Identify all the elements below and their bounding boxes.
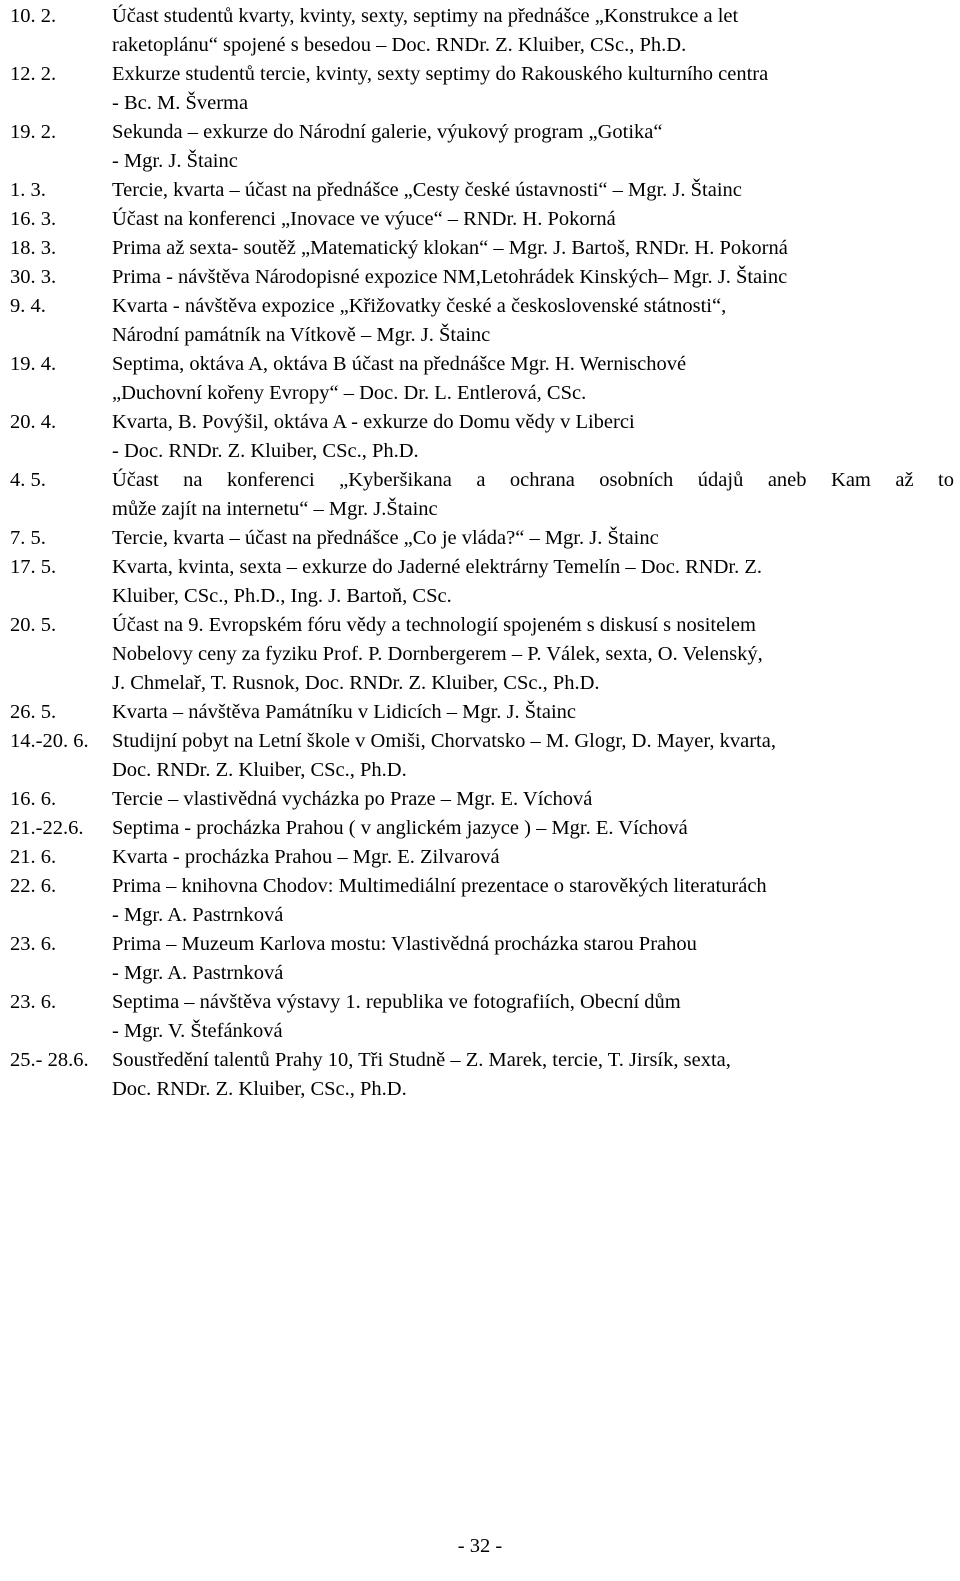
- event-entry: [10, 118, 954, 176]
- event-entry: [10, 872, 954, 930]
- event-date: 1. 3.: [10, 179, 46, 201]
- event-description-line: Tercie, kvarta – účast na přednášce „Cesty české ústavnosti“ – Mgr. J. Štainc: [112, 179, 742, 201]
- event-description-line: - Doc. RNDr. Z. Kluiber, CSc., Ph.D.: [112, 440, 419, 462]
- event-description-line: Doc. RNDr. Z. Kluiber, CSc., Ph.D.: [112, 1078, 407, 1100]
- event-entry: [10, 263, 954, 292]
- event-entry: [10, 2, 954, 60]
- event-date: 17. 5.: [10, 556, 57, 578]
- event-description: [112, 118, 954, 176]
- event-date: 4. 5.: [10, 469, 46, 491]
- event-date: 16. 3.: [10, 208, 57, 230]
- event-description-line: Prima – knihovna Chodov: Multimediální prezentace o starověkých literaturách: [112, 875, 767, 897]
- event-description: [112, 263, 954, 292]
- event-entry: [10, 785, 954, 814]
- event-description-line: Tercie – vlastivědná vycházka po Praze – Mgr. E. Víchová: [112, 788, 593, 810]
- event-date: 12. 2.: [10, 63, 57, 85]
- event-description: [112, 611, 954, 698]
- event-description: [112, 292, 954, 350]
- event-description: [112, 553, 954, 611]
- event-description-line: Kvarta - procházka Prahou – Mgr. E. Zilvarová: [112, 846, 500, 868]
- event-description-line: - Mgr. J. Štainc: [112, 150, 238, 172]
- event-description-line: Kvarta – návštěva Památníku v Lidicích – Mgr. J. Štainc: [112, 701, 577, 723]
- event-description-line: Septima - procházka Prahou ( v anglickém jazyce ) – Mgr. E. Víchová: [112, 817, 688, 839]
- event-date: 18. 3.: [10, 237, 57, 259]
- event-description: [112, 727, 954, 785]
- event-description: [112, 176, 954, 205]
- event-entry: [10, 988, 954, 1046]
- event-description-line: Kvarta, B. Povýšil, oktáva A - exkurze do Domu vědy v Liberci: [112, 411, 635, 433]
- event-description-line: Septima, oktáva A, oktáva B účast na přednášce Mgr. H. Wernischové: [112, 353, 687, 375]
- event-date: 19. 2.: [10, 121, 57, 143]
- event-description-line: Účast na konferenci „Inovace ve výuce“ – RNDr. H. Pokorná: [112, 208, 616, 230]
- event-description: [112, 930, 954, 988]
- event-description: [112, 2, 954, 60]
- event-description-line: Kluiber, CSc., Ph.D., Ing. J. Bartoň, CSc.: [112, 585, 452, 607]
- event-description-line: Tercie, kvarta – účast na přednášce „Co je vláda?“ – Mgr. J. Štainc: [112, 527, 659, 549]
- event-description-line: Kvarta - návštěva expozice „Křižovatky české a československé státnosti“,: [112, 295, 727, 317]
- event-date: 21.-22.6.: [10, 817, 84, 839]
- event-description: [112, 408, 954, 466]
- event-description: [112, 785, 954, 814]
- page-number: - 32 -: [457, 1535, 503, 1557]
- event-description: [112, 466, 954, 524]
- event-entry: [10, 814, 954, 843]
- event-date: 26. 5.: [10, 701, 57, 723]
- event-date: 7. 5.: [10, 527, 46, 549]
- event-description: [112, 843, 954, 872]
- event-entry: [10, 843, 954, 872]
- event-entry: [10, 350, 954, 408]
- event-date: 23. 6.: [10, 933, 57, 955]
- event-description: [112, 1046, 954, 1104]
- event-description: [112, 350, 954, 408]
- event-description: [112, 698, 954, 727]
- event-description-line: Prima – Muzeum Karlova mostu: Vlastivědná procházka starou Prahou: [112, 933, 697, 955]
- event-date: 23. 6.: [10, 991, 57, 1013]
- event-description-line: Sekunda – exkurze do Národní galerie, výukový program „Gotika“: [112, 121, 663, 143]
- event-entry: [10, 292, 954, 350]
- event-entry: [10, 524, 954, 553]
- event-description-line: Účast studentů kvarty, kvinty, sexty, septimy na přednášce „Konstrukce a let: [112, 5, 739, 27]
- event-description-line: Prima - návštěva Národopisné expozice NM,Letohrádek Kinských– Mgr. J. Štainc: [112, 266, 788, 288]
- event-description-line: Účast na 9. Evropském fóru vědy a technologií spojeném s diskusí s nositelem: [112, 614, 756, 636]
- event-description: [112, 234, 954, 263]
- event-entry: [10, 930, 954, 988]
- event-date: 19. 4.: [10, 353, 57, 375]
- event-description: [112, 205, 954, 234]
- event-date: 16. 6.: [10, 788, 57, 810]
- event-entry: [10, 553, 954, 611]
- event-description: [112, 988, 954, 1046]
- event-description: [112, 60, 954, 118]
- event-date: 20. 5.: [10, 614, 57, 636]
- event-date: 22. 6.: [10, 875, 57, 897]
- event-entry: [10, 1046, 954, 1104]
- event-description: [112, 872, 954, 930]
- event-entry: [10, 466, 954, 524]
- event-description-line: Soustředění talentů Prahy 10, Tři Studně – Z. Marek, tercie, T. Jirsík, sexta,: [112, 1049, 731, 1071]
- event-description-line: Prima až sexta- soutěž „Matematický klokan“ – Mgr. J. Bartoš, RNDr. H. Pokorná: [112, 237, 788, 259]
- event-entry: [10, 611, 954, 698]
- event-description-line: Doc. RNDr. Z. Kluiber, CSc., Ph.D.: [112, 759, 407, 781]
- event-description-line: Studijní pobyt na Letní škole v Omiši, Chorvatsko – M. Glogr, D. Mayer, kvarta,: [112, 730, 776, 752]
- event-date: 30. 3.: [10, 266, 57, 288]
- event-entry: [10, 60, 954, 118]
- event-list: [10, 2, 954, 1104]
- event-description-line: Septima – návštěva výstavy 1. republika ve fotografiích, Obecní dům: [112, 991, 681, 1013]
- event-description-line: - Mgr. A. Pastrnková: [112, 962, 284, 984]
- event-description-line: Národní památník na Vítkově – Mgr. J. Štainc: [112, 324, 491, 346]
- event-date: 25.- 28.6.: [10, 1049, 89, 1071]
- event-entry: [10, 234, 954, 263]
- event-entry: [10, 176, 954, 205]
- event-description-line: Nobelovy ceny za fyziku Prof. P. Dornbergerem – P. Válek, sexta, O. Velenský,: [112, 643, 763, 665]
- event-entry: [10, 698, 954, 727]
- event-entry: [10, 408, 954, 466]
- event-description-line: Exkurze studentů tercie, kvinty, sexty septimy do Rakouského kulturního centra: [112, 63, 769, 85]
- event-entry: [10, 205, 954, 234]
- event-description-line: - Mgr. V. Štefánková: [112, 1020, 283, 1042]
- event-date: 20. 4.: [10, 411, 57, 433]
- event-description-line: „Duchovní kořeny Evropy“ – Doc. Dr. L. Entlerová, CSc.: [112, 382, 587, 404]
- event-description-line: J. Chmelař, T. Rusnok, Doc. RNDr. Z. Kluiber, CSc., Ph.D.: [112, 672, 600, 694]
- event-date: 14.-20. 6.: [10, 730, 89, 752]
- event-date: 21. 6.: [10, 846, 57, 868]
- event-date: 10. 2.: [10, 5, 57, 27]
- event-description: [112, 524, 954, 553]
- event-description-line: - Bc. M. Šverma: [112, 92, 249, 114]
- event-description: [112, 814, 954, 843]
- event-description-line: raketoplánu“ spojené s besedou – Doc. RNDr. Z. Kluiber, CSc., Ph.D.: [112, 34, 687, 56]
- event-description-line: Účast na konferenci „Kyberšikana a ochrana osobních údajů aneb Kam až to: [112, 469, 954, 491]
- event-entry: [10, 727, 954, 785]
- event-date: 9. 4.: [10, 295, 46, 317]
- event-description-line: Kvarta, kvinta, sexta – exkurze do Jaderné elektrárny Temelín – Doc. RNDr. Z.: [112, 556, 762, 578]
- event-description-line: - Mgr. A. Pastrnková: [112, 904, 284, 926]
- event-description-line: může zajít na internetu“ – Mgr. J.Štainc: [112, 498, 438, 520]
